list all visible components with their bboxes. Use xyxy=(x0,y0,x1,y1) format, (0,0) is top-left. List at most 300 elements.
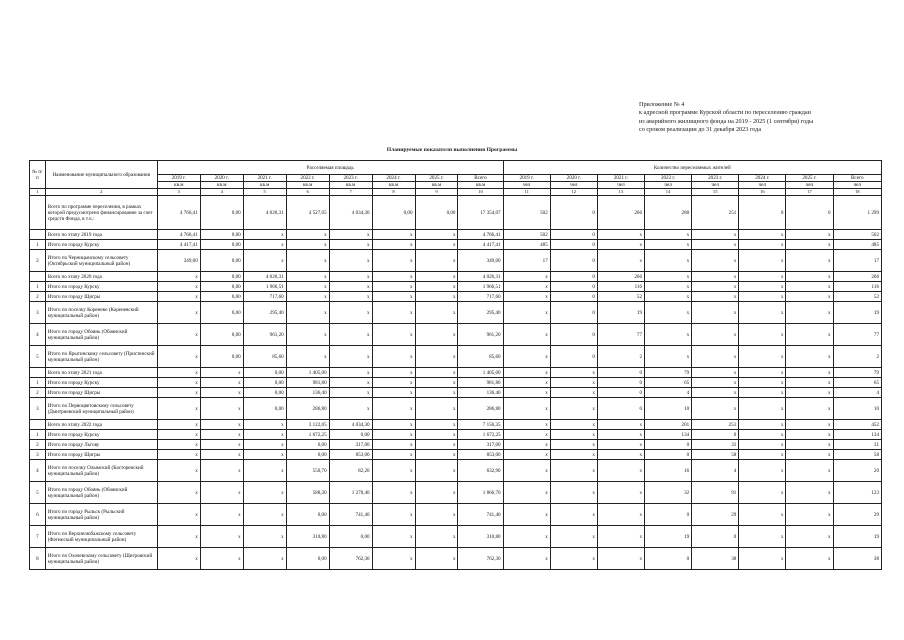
row-index: 2 xyxy=(30,250,46,272)
people-cell: x xyxy=(550,548,597,570)
area-cell: x xyxy=(329,378,372,388)
people-cell: 0 xyxy=(550,272,597,282)
year-header: 2019 г. xyxy=(503,175,550,182)
people-cell: x xyxy=(739,440,786,450)
unit-header: кв.м xyxy=(372,182,415,189)
area-cell: 981,80 xyxy=(458,378,503,388)
row-index xyxy=(30,420,46,430)
area-cell: x xyxy=(157,460,200,482)
area-cell: x xyxy=(157,368,200,378)
year-header: 2019 г. xyxy=(157,175,200,182)
people-cell: 502 xyxy=(503,196,550,230)
area-cell: 0,00 xyxy=(372,196,415,230)
table-row xyxy=(30,504,882,526)
people-cell: x xyxy=(503,450,550,460)
area-cell: x xyxy=(157,378,200,388)
people-cell: x xyxy=(739,292,786,302)
people-cell: 0 xyxy=(550,196,597,230)
area-cell: x xyxy=(243,504,286,526)
area-cell: x xyxy=(415,302,458,324)
area-cell: x xyxy=(415,378,458,388)
people-cell: x xyxy=(739,388,786,398)
people-cell: x xyxy=(739,526,786,548)
area-cell: x xyxy=(329,398,372,420)
people-cell: 65 xyxy=(645,378,692,388)
row-name: Итого по Ярыгинскому сельсовету (Пристенский муниципальный район) xyxy=(45,346,157,368)
row-name: Итого по Первоцветовскому сельсовету (Дмитриевский муниципальный район) xyxy=(45,398,157,420)
people-cell: x xyxy=(786,398,833,420)
row-index: 3 xyxy=(30,302,46,324)
area-cell: x xyxy=(415,430,458,440)
people-cell: 0 xyxy=(550,282,597,292)
people-cell: 502 xyxy=(503,230,550,240)
people-cell: 134 xyxy=(645,430,692,440)
area-cell: 4 417,41 xyxy=(458,240,503,250)
area-cell: 1 672,25 xyxy=(458,430,503,440)
people-cell: x xyxy=(692,324,739,346)
row-index: 1 xyxy=(30,430,46,440)
table-body xyxy=(30,196,882,570)
area-cell: 4 026,31 xyxy=(243,196,286,230)
area-cell: x xyxy=(286,292,329,302)
area-cell: x xyxy=(415,272,458,282)
table-row xyxy=(30,398,882,420)
people-cell: 29 xyxy=(692,504,739,526)
area-cell: x xyxy=(286,272,329,282)
table-row xyxy=(30,250,882,272)
row-index: 2 xyxy=(30,440,46,450)
area-cell: x xyxy=(415,388,458,398)
people-cell: x xyxy=(597,420,644,430)
area-cell: x xyxy=(157,420,200,430)
area-cell: x xyxy=(329,250,372,272)
area-cell: 550,70 xyxy=(286,460,329,482)
area-cell: 295,40 xyxy=(243,302,286,324)
area-cell: x xyxy=(372,368,415,378)
area-cell: x xyxy=(286,250,329,272)
area-cell: x xyxy=(157,388,200,398)
area-cell: 762,30 xyxy=(329,548,372,570)
people-cell: x xyxy=(550,450,597,460)
people-cell: 58 xyxy=(692,450,739,460)
area-cell: 136,40 xyxy=(286,388,329,398)
people-cell: x xyxy=(739,378,786,388)
people-cell: x xyxy=(739,460,786,482)
people-cell: x xyxy=(786,230,833,240)
table-row xyxy=(30,526,882,548)
area-cell: x xyxy=(243,526,286,548)
people-cell: x xyxy=(739,368,786,378)
area-cell: 0,00 xyxy=(200,250,243,272)
area-cell: 0,00 xyxy=(200,230,243,240)
people-cell: x xyxy=(739,240,786,250)
row-index: 4 xyxy=(30,324,46,346)
area-cell: x xyxy=(415,504,458,526)
area-cell: x xyxy=(200,526,243,548)
area-cell: 4 026,31 xyxy=(458,272,503,282)
people-cell: x xyxy=(597,240,644,250)
people-cell: 29 xyxy=(833,504,881,526)
area-cell: x xyxy=(243,230,286,240)
people-cell: x xyxy=(645,230,692,240)
unit-header: чел xyxy=(786,182,833,189)
area-cell: x xyxy=(286,240,329,250)
people-cell: 52 xyxy=(597,292,644,302)
people-cell: 20 xyxy=(833,460,881,482)
people-cell: x xyxy=(786,302,833,324)
area-cell: 0,00 xyxy=(200,292,243,302)
area-cell: x xyxy=(415,440,458,450)
column-number: 8 xyxy=(372,189,415,196)
people-cell: x xyxy=(786,346,833,368)
area-cell: x xyxy=(243,440,286,450)
people-cell: x xyxy=(692,250,739,272)
area-cell: 295,40 xyxy=(458,302,503,324)
people-cell: 266 xyxy=(597,196,644,230)
area-cell: x xyxy=(372,378,415,388)
area-cell: x xyxy=(372,460,415,482)
column-number: 3 xyxy=(157,189,200,196)
people-cell: 91 xyxy=(692,482,739,504)
area-cell: 0,00 xyxy=(200,272,243,282)
area-cell: 0,00 xyxy=(329,430,372,440)
row-index: 1 xyxy=(30,378,46,388)
area-cell: 1 278,40 xyxy=(329,482,372,504)
people-cell: x xyxy=(739,450,786,460)
table-row xyxy=(30,368,882,378)
area-cell: 741,40 xyxy=(329,504,372,526)
people-cell: x xyxy=(645,292,692,302)
people-cell: x xyxy=(786,482,833,504)
people-cell: 17 xyxy=(503,250,550,272)
area-cell: 317,00 xyxy=(329,440,372,450)
people-cell: x xyxy=(739,346,786,368)
people-cell: 65 xyxy=(833,378,881,388)
people-cell: 2 xyxy=(597,346,644,368)
people-cell: x xyxy=(739,272,786,282)
people-cell: 0 xyxy=(786,196,833,230)
people-cell: 485 xyxy=(503,240,550,250)
column-number: 11 xyxy=(503,189,550,196)
row-name: Итого по городу Курску xyxy=(45,240,157,250)
people-cell: x xyxy=(597,440,644,450)
people-cell: 251 xyxy=(692,196,739,230)
people-cell: 0 xyxy=(550,250,597,272)
area-cell: x xyxy=(157,548,200,570)
row-name: Итого по Охочевскому сельсовету (Щигровский муниципальный район) xyxy=(45,548,157,570)
people-cell: x xyxy=(503,292,550,302)
row-index xyxy=(30,368,46,378)
unit-header: кв.м xyxy=(329,182,372,189)
table-row xyxy=(30,282,882,292)
area-cell: x xyxy=(200,430,243,440)
people-cell: x xyxy=(645,324,692,346)
area-cell: x xyxy=(372,282,415,292)
people-cell: x xyxy=(645,250,692,272)
area-cell: x xyxy=(372,302,415,324)
area-cell: x xyxy=(415,324,458,346)
people-cell: x xyxy=(739,250,786,272)
people-cell: x xyxy=(503,346,550,368)
area-cell: 17 354,07 xyxy=(458,196,503,230)
people-cell: 19 xyxy=(645,526,692,548)
area-cell: x xyxy=(157,398,200,420)
column-number: 2 xyxy=(45,189,157,196)
row-index: 5 xyxy=(30,482,46,504)
row-name: Итого по городу Рыльск (Рыльский муниципальный район) xyxy=(45,504,157,526)
area-cell: 4 417,41 xyxy=(157,240,200,250)
area-cell: x xyxy=(200,548,243,570)
area-cell: 4 766,41 xyxy=(458,230,503,240)
people-cell: x xyxy=(692,346,739,368)
area-cell: x xyxy=(243,450,286,460)
unit-header: кв.м xyxy=(243,182,286,189)
people-cell: 4 xyxy=(692,460,739,482)
area-cell: x xyxy=(415,482,458,504)
area-cell: 588,30 xyxy=(286,482,329,504)
column-number: 6 xyxy=(286,189,329,196)
area-cell: 349,00 xyxy=(157,250,200,272)
row-name: Итого по городу Щигры xyxy=(45,292,157,302)
people-cell: x xyxy=(692,388,739,398)
area-cell: x xyxy=(157,272,200,282)
people-cell: x xyxy=(645,240,692,250)
appendix-block xyxy=(639,101,889,135)
row-name: Итого по городу Щигры xyxy=(45,450,157,460)
people-cell: x xyxy=(503,482,550,504)
column-number: 5 xyxy=(243,189,286,196)
people-cell: x xyxy=(597,460,644,482)
area-cell: x xyxy=(372,324,415,346)
column-number: 18 xyxy=(833,189,881,196)
people-cell: x xyxy=(645,272,692,282)
people-cell: x xyxy=(786,250,833,272)
area-cell: x xyxy=(415,548,458,570)
area-cell: 981,80 xyxy=(286,378,329,388)
people-cell: x xyxy=(645,302,692,324)
area-cell: 762,30 xyxy=(458,548,503,570)
people-cell: x xyxy=(503,548,550,570)
area-cell: 0,00 xyxy=(200,240,243,250)
area-cell: x xyxy=(372,504,415,526)
area-cell: x xyxy=(329,240,372,250)
unit-header: кв.м xyxy=(458,182,503,189)
people-cell: 0 xyxy=(550,346,597,368)
area-cell: 961,20 xyxy=(243,324,286,346)
area-cell: 717,60 xyxy=(458,292,503,302)
column-number: 13 xyxy=(597,189,644,196)
area-cell: x xyxy=(329,230,372,240)
people-cell: 38 xyxy=(692,548,739,570)
people-cell: x xyxy=(786,240,833,250)
area-cell: x xyxy=(243,430,286,440)
people-cell: 0 xyxy=(645,440,692,450)
people-cell: 79 xyxy=(645,368,692,378)
area-cell: x xyxy=(415,526,458,548)
people-cell: x xyxy=(597,504,644,526)
people-cell: x xyxy=(597,482,644,504)
area-cell: x xyxy=(372,388,415,398)
people-cell: x xyxy=(739,230,786,240)
area-cell: x xyxy=(286,230,329,240)
area-cell: x xyxy=(329,388,372,398)
people-cell: x xyxy=(692,282,739,292)
people-cell: 0 xyxy=(645,548,692,570)
people-cell: 4 xyxy=(833,388,881,398)
area-cell: x xyxy=(157,324,200,346)
area-cell: x xyxy=(243,460,286,482)
area-cell: x xyxy=(200,388,243,398)
area-cell: 310,80 xyxy=(286,526,329,548)
area-cell: x xyxy=(200,504,243,526)
area-cell: 0,00 xyxy=(329,526,372,548)
column-number: 10 xyxy=(458,189,503,196)
area-cell: x xyxy=(157,346,200,368)
people-cell: x xyxy=(692,292,739,302)
column-number: 12 xyxy=(550,189,597,196)
area-cell: 0,00 xyxy=(243,368,286,378)
year-header: 2023 г. xyxy=(692,175,739,182)
area-cell: x xyxy=(372,482,415,504)
area-cell: x xyxy=(372,240,415,250)
people-cell: x xyxy=(739,420,786,430)
people-cell: x xyxy=(550,526,597,548)
people-cell: 116 xyxy=(597,282,644,292)
area-cell: x xyxy=(157,430,200,440)
area-cell: 0,00 xyxy=(286,440,329,450)
area-cell: 0,00 xyxy=(243,398,286,420)
area-cell: 0,00 xyxy=(286,548,329,570)
people-cell: x xyxy=(786,504,833,526)
row-index: 4 xyxy=(30,460,46,482)
year-header: 2020 г. xyxy=(550,175,597,182)
row-name: Всего по программе переселения, в рамках которой предусмотрено финансирование за счет средств Фонда, в т.ч.: xyxy=(45,196,157,230)
people-cell: x xyxy=(692,378,739,388)
people-cell: 2 xyxy=(833,346,881,368)
people-cell: x xyxy=(503,302,550,324)
appendix-line: со сроком реализации до 31 декабря 2023 года xyxy=(639,126,762,134)
people-cell: 0 xyxy=(550,302,597,324)
people-cell: 134 xyxy=(833,430,881,440)
people-cell: x xyxy=(692,230,739,240)
area-cell: 853,00 xyxy=(329,450,372,460)
people-cell: x xyxy=(786,378,833,388)
people-cell: 0 xyxy=(692,526,739,548)
people-cell: 77 xyxy=(833,324,881,346)
row-name: Всего по этапу 2021 года xyxy=(45,368,157,378)
area-cell: x xyxy=(415,230,458,240)
area-cell: x xyxy=(415,420,458,430)
people-cell: x xyxy=(550,420,597,430)
row-index: 8 xyxy=(30,548,46,570)
area-cell: 0,00 xyxy=(415,196,458,230)
area-cell: x xyxy=(329,292,372,302)
area-cell: 4 034,30 xyxy=(329,196,372,230)
people-cell: x xyxy=(550,368,597,378)
people-cell: 123 xyxy=(833,482,881,504)
year-header: 2021 г. xyxy=(243,175,286,182)
row-index: 3 xyxy=(30,450,46,460)
area-cell: 632,90 xyxy=(458,460,503,482)
people-cell: x xyxy=(597,230,644,240)
area-cell: x xyxy=(157,292,200,302)
column-number: 4 xyxy=(200,189,243,196)
people-cell: x xyxy=(597,526,644,548)
row-name: Итого по Верхнелюбажскому сельсовету (Фатежский муниципальный район) xyxy=(45,526,157,548)
table-row xyxy=(30,430,882,440)
column-number: 1 xyxy=(30,189,46,196)
area-cell: 1 966,51 xyxy=(458,282,503,292)
unit-header: чел xyxy=(833,182,881,189)
area-cell: x xyxy=(157,450,200,460)
table-row xyxy=(30,482,882,504)
area-cell: x xyxy=(286,282,329,292)
people-cell: x xyxy=(786,526,833,548)
area-cell: x xyxy=(243,250,286,272)
area-cell: x xyxy=(415,398,458,420)
people-cell: 31 xyxy=(833,440,881,450)
people-cell: x xyxy=(550,430,597,440)
table-row xyxy=(30,272,882,282)
area-cell: 4 034,30 xyxy=(329,420,372,430)
area-cell: x xyxy=(372,450,415,460)
area-cell: 4 026,31 xyxy=(243,272,286,282)
area-cell: x xyxy=(329,324,372,346)
people-cell: x xyxy=(503,324,550,346)
people-cell: 0 xyxy=(597,388,644,398)
row-index xyxy=(30,196,46,230)
row-index: 5 xyxy=(30,346,46,368)
people-cell: x xyxy=(503,378,550,388)
people-cell: 16 xyxy=(645,460,692,482)
appendix-line: к адресной программе Курской области по переселению граждан xyxy=(639,109,811,117)
people-cell: x xyxy=(503,460,550,482)
row-index: 2 xyxy=(30,388,46,398)
people-cell: x xyxy=(739,548,786,570)
area-cell: 4 766,41 xyxy=(157,196,200,230)
people-cell: x xyxy=(739,324,786,346)
table-row xyxy=(30,440,882,450)
people-cell: x xyxy=(739,282,786,292)
area-cell: 136,40 xyxy=(458,388,503,398)
people-cell: x xyxy=(550,388,597,398)
column-number: 14 xyxy=(645,189,692,196)
people-cell: x xyxy=(786,388,833,398)
year-header: Всего xyxy=(458,175,503,182)
people-cell: x xyxy=(739,504,786,526)
people-cell: x xyxy=(692,398,739,420)
area-cell: x xyxy=(157,504,200,526)
row-index xyxy=(30,272,46,282)
area-cell: x xyxy=(372,430,415,440)
year-header: 2022 г. xyxy=(286,175,329,182)
people-cell: x xyxy=(503,430,550,440)
year-header: 2023 г. xyxy=(329,175,372,182)
people-cell: 0 xyxy=(597,398,644,420)
area-cell: x xyxy=(415,450,458,460)
area-cell: x xyxy=(372,420,415,430)
people-cell: 31 xyxy=(692,440,739,450)
group-header-area: Расселяемая площадь xyxy=(157,161,503,175)
people-cell: x xyxy=(739,302,786,324)
year-header-row xyxy=(30,175,882,182)
column-number-row xyxy=(30,189,882,196)
area-cell: x xyxy=(415,368,458,378)
area-cell: x xyxy=(329,368,372,378)
people-cell: x xyxy=(503,526,550,548)
people-cell: 10 xyxy=(833,398,881,420)
people-cell: 79 xyxy=(833,368,881,378)
